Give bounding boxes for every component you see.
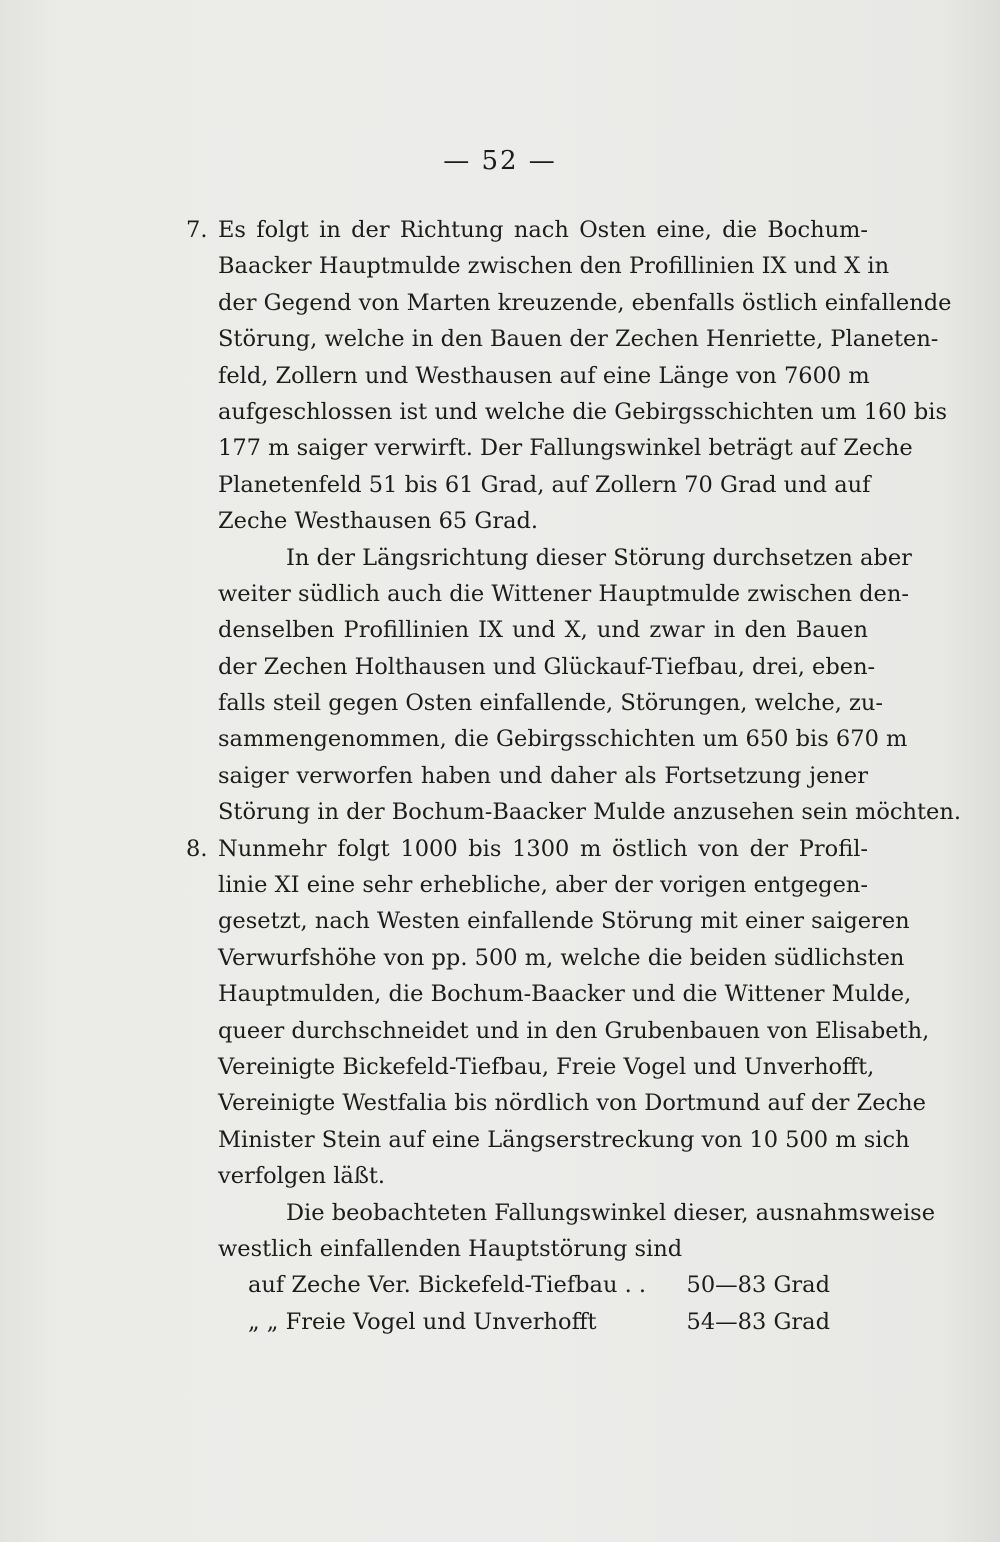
text-line xyxy=(0,1158,1000,1194)
item-number: 8. xyxy=(186,835,208,862)
text-line xyxy=(0,1085,1000,1121)
text-line xyxy=(0,212,1000,248)
line-text: denselben Profillinien IX und X, und zwar in den Bauen xyxy=(218,617,868,644)
text-line xyxy=(0,867,1000,903)
line-text: linie XI eine sehr erhebliche, aber der vorigen entgegen- xyxy=(218,872,868,899)
text-line xyxy=(0,321,1000,357)
text-line xyxy=(0,1049,1000,1085)
text-line xyxy=(0,394,1000,430)
angle-label: auf Zeche Ver. Bickefeld-Tiefbau . . xyxy=(248,1272,647,1299)
line-text: der Gegend von Marten kreuzende, ebenfalls östlich einfallende xyxy=(218,289,952,316)
line-text: der Zechen Holthausen und Glückauf-Tiefbau, drei, eben- xyxy=(218,653,876,680)
line-text: Verwurfshöhe von pp. 500 m, welche die beiden südlichsten xyxy=(218,944,905,971)
body-text xyxy=(0,212,1000,1340)
line-text: Vereinigte Westfalia bis nördlich von Dortmund auf der Zeche xyxy=(218,1090,926,1117)
text-line xyxy=(0,1013,1000,1049)
text-line xyxy=(0,940,1000,976)
line-text: feld, Zollern und Westhausen auf eine Länge von 7600 m xyxy=(218,362,870,389)
line-text: queer durchschneidet und in den Grubenbauen von Elisabeth, xyxy=(218,1017,930,1044)
text-line xyxy=(0,1122,1000,1158)
line-text: falls steil gegen Osten einfallende, Störungen, welche, zu- xyxy=(218,690,884,717)
text-line xyxy=(0,285,1000,321)
line-text: Zeche Westhausen 65 Grad. xyxy=(218,508,539,535)
line-text: Minister Stein auf eine Längserstreckung von 10 500 m sich xyxy=(218,1126,910,1153)
text-line xyxy=(0,1231,1000,1267)
line-text: saiger verworfen haben und daher als Fortsetzung jener xyxy=(218,762,868,789)
line-text: In der Längsrichtung dieser Störung durchsetzen aber xyxy=(286,544,912,571)
line-text: Störung, welche in den Bauen der Zechen Henriette, Planeten- xyxy=(218,326,939,353)
line-text: Hauptmulden, die Bochum-Baacker und die Wittener Mulde, xyxy=(218,981,912,1008)
text-line xyxy=(0,794,1000,830)
text-line xyxy=(0,721,1000,757)
line-text: aufgeschlossen ist und welche die Gebirgsschichten um 160 bis xyxy=(218,398,947,425)
text-line xyxy=(0,649,1000,685)
line-text: Störung in der Bochum-Baacker Mulde anzusehen sein möchten. xyxy=(218,799,962,826)
text-line xyxy=(0,430,1000,466)
line-text: Vereinigte Bickefeld-Tiefbau, Freie Vogel und Unverhofft, xyxy=(218,1053,875,1080)
angle-label: „ „ Freie Vogel und Unverhofft xyxy=(248,1308,597,1335)
text-line xyxy=(0,358,1000,394)
line-text: westlich einfallenden Hauptstörung sind xyxy=(218,1235,683,1262)
angle-row xyxy=(0,1267,1000,1303)
line-text: gesetzt, nach Westen einfallende Störung mit einer saigeren xyxy=(218,908,910,935)
text-line xyxy=(0,576,1000,612)
line-text: 177 m saiger verwirft. Der Fallungswinkel beträgt auf Zeche xyxy=(218,435,913,462)
text-line xyxy=(0,1195,1000,1231)
page-number: — 52 — xyxy=(443,146,557,176)
line-text: Baacker Hauptmulde zwischen den Profillinien IX und X in xyxy=(218,253,890,280)
angle-row xyxy=(0,1304,1000,1340)
line-text: Planetenfeld 51 bis 61 Grad, auf Zollern 70 Grad und auf xyxy=(218,471,871,498)
text-line xyxy=(0,612,1000,648)
item-number: 7. xyxy=(186,217,208,243)
line-text: Die beobachteten Fallungswinkel dieser, ausnahmsweise xyxy=(286,1199,936,1226)
text-line xyxy=(0,467,1000,503)
line-text: Es folgt in der Richtung nach Osten eine, die Bochum- xyxy=(218,217,868,243)
line-text: Nunmehr folgt 1000 bis 1300 m östlich von der Profil- xyxy=(218,835,868,862)
angle-value: 54—83 Grad xyxy=(686,1308,830,1335)
text-line xyxy=(0,685,1000,721)
line-text: sammengenommen, die Gebirgsschichten um 650 bis 670 m xyxy=(218,726,908,753)
text-line xyxy=(0,831,1000,867)
text-line xyxy=(0,758,1000,794)
text-line xyxy=(0,903,1000,939)
text-line xyxy=(0,248,1000,284)
angle-value: 50—83 Grad xyxy=(686,1272,830,1299)
line-text: verfolgen läßt. xyxy=(218,1163,386,1190)
text-line xyxy=(0,503,1000,539)
text-line xyxy=(0,976,1000,1012)
line-text: weiter südlich auch die Wittener Hauptmulde zwischen den- xyxy=(218,580,909,607)
text-line xyxy=(0,540,1000,576)
